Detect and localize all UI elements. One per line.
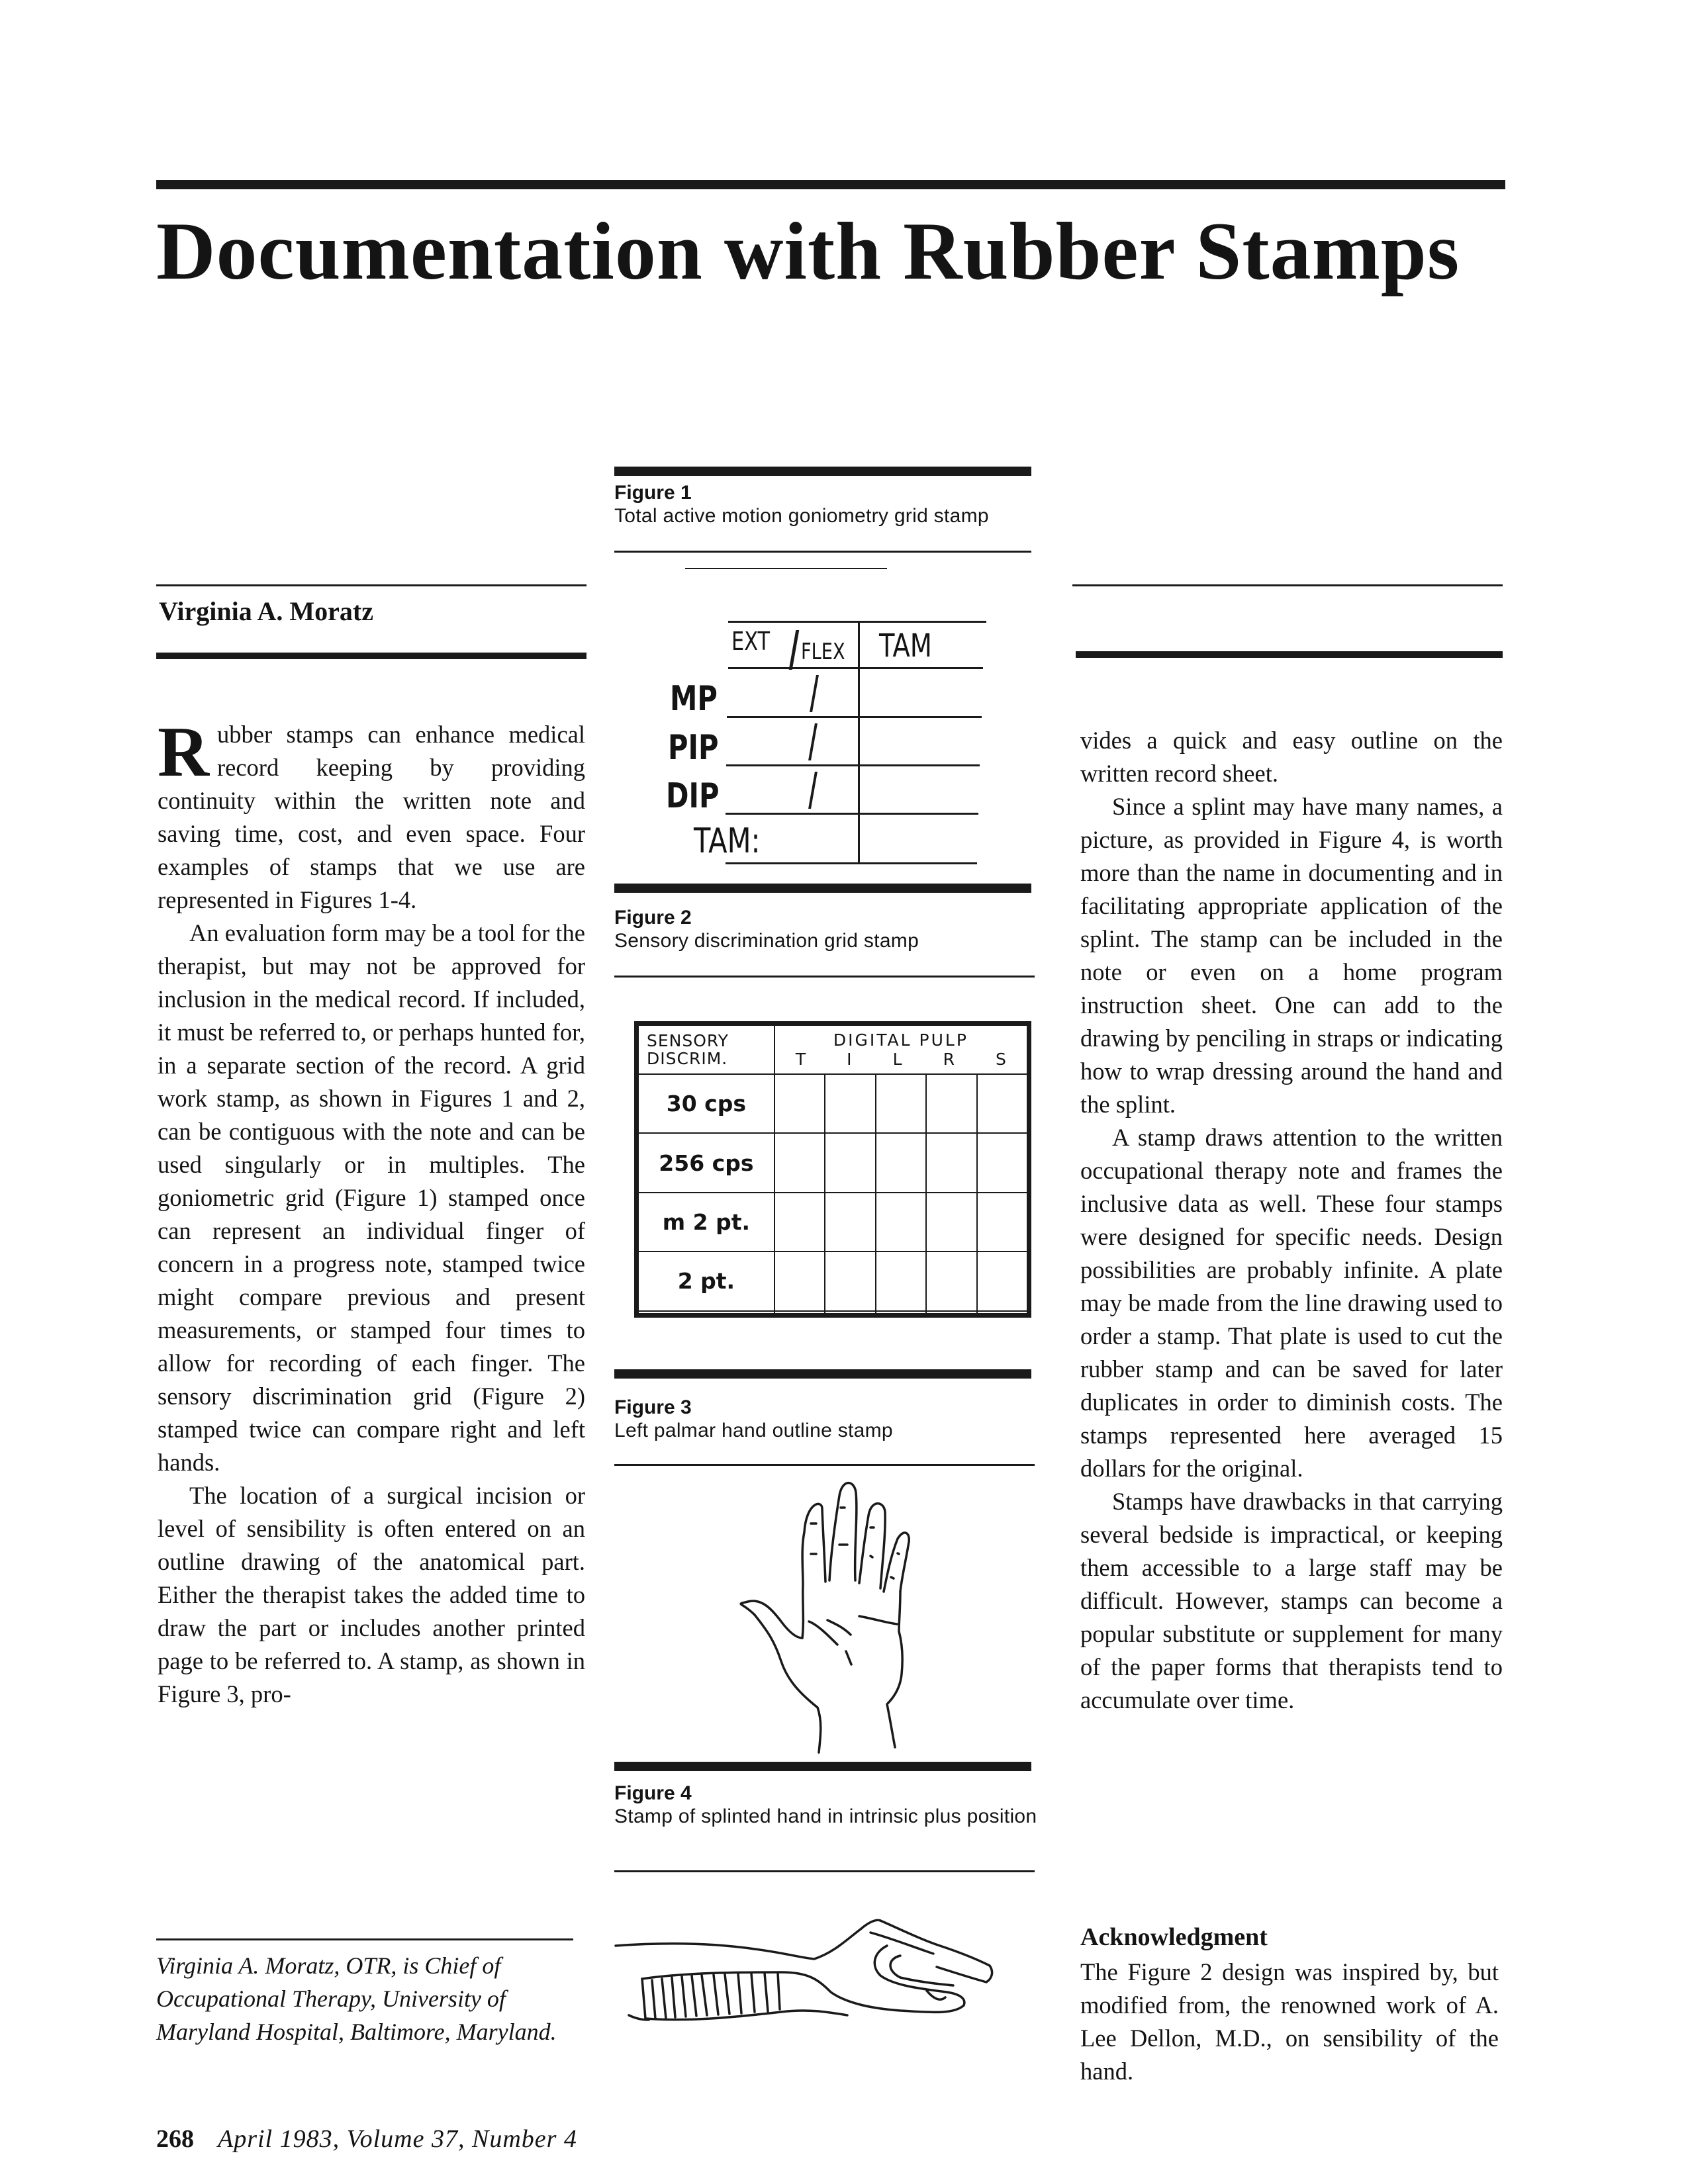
drop-cap: R — [158, 713, 209, 792]
paragraph-evaluation-form: An evaluation form may be a tool for the therapist, but may not be approved for inclusion in the medical record. If included, it must be referred to, or perhaps hunted for, in a separate section of the record. A grid work stamp, as shown in Figures 1 and 2, can be contiguous with the note and can be used singularly or in multiples. The goniometric grid (Figure 1) stamped once can represent an individual finger of concern in a progress note, stamped twice might compare previous and present measurements, or stamped four times to allow for recording of each finger. The sensory discrimination grid (Figure 2) stamped twice can compare right and left hands. — [158, 919, 586, 1476]
right-thick-rule — [1076, 651, 1503, 658]
issue-info: April 1983, Volume 37, Number 4 — [218, 2125, 577, 2153]
sensory-row: 30 cps — [638, 1074, 1027, 1133]
digit-i: I — [847, 1050, 852, 1069]
figure-2-label: Figure 2 — [614, 907, 692, 929]
paragraph-attention: A stamp draws attention to the written occupational therapy note and frames the inclusive data as well. These four stamps were designed for specific needs. Design possibilities are probably infinite. A plate may be made from the line drawing used to order a stamp. That plate is used to cut the rubber stamp and can be saved for later duplicates in order to diminish costs. The stamps represented here averaged 15 dollars for the original. — [1080, 1124, 1503, 1482]
mp-slash — [810, 675, 819, 712]
hand-outline-drawing — [695, 1469, 960, 1760]
digit-labels — [775, 1050, 1027, 1069]
page-title: Documentation with Rubber Stamps — [156, 206, 1460, 296]
sensory-row: m 2 pt. — [638, 1193, 1027, 1251]
figure-2-caption: Sensory discrimination grid stamp — [614, 930, 919, 952]
paragraph-drawbacks: Stamps have drawbacks in that carrying several bedside is impractical, or keeping them accessible to a large staff may be difficult. However, stamps can become a popular substitute or supplement for many of the paper forms that therapists tend to accumulate over time. — [1080, 1488, 1503, 1713]
figure-3-caption: Left palmar hand outline stamp — [614, 1420, 893, 1441]
acknowledgment-text: The Figure 2 design was inspired by, but modified from, the renowned work of A. Lee Dellon, M.D., on sensibility of the hand. — [1080, 1958, 1499, 2085]
acknowledgment-title: Acknowledgment — [1080, 1923, 1268, 1951]
digit-l: L — [892, 1050, 902, 1069]
figure-1-label: Figure 1 — [614, 482, 692, 504]
figure-3-top-rule — [614, 1369, 1031, 1379]
right-top-rule — [1072, 584, 1503, 586]
total-label: TAM: — [694, 821, 761, 861]
sensory-discrimination-grid-stamp — [634, 1021, 1031, 1318]
row-label-mp: MP — [670, 679, 718, 719]
figure-3-label: Figure 3 — [614, 1396, 692, 1418]
paragraph-outline-drawing: The location of a surgical incision or level of sensibility is often entered on an outline drawing of the anatomical part. Either the therapist takes the added time to draw the part or includes another printed page to be referred to. A stamp, as shown in Figure 3, pro- — [158, 1482, 585, 1707]
figure-4-caption: Stamp of splinted hand in intrinsic plus position — [614, 1805, 1037, 1827]
figure-2-top-rule — [614, 884, 1031, 893]
bio-top-rule — [156, 1938, 573, 1940]
sensory-row: 256 cps — [638, 1133, 1027, 1192]
dip-slash — [808, 772, 818, 809]
pip-slash — [808, 723, 818, 760]
author-name: Virginia A. Moratz — [159, 596, 374, 626]
author-bio: Virginia A. Moratz, OTR, is Chief of Occupational Therapy, University of Maryland Hospital, Baltimore, Maryland. — [156, 1952, 557, 2045]
author-top-rule — [156, 584, 586, 586]
sensory-header: SENSORY DISCRIM. — [638, 1025, 774, 1074]
figure-4-bottom-rule — [614, 1870, 1035, 1872]
page-footer — [156, 2124, 577, 2154]
header-slash — [789, 630, 800, 670]
digit-r: R — [943, 1050, 955, 1069]
digit-t: T — [795, 1050, 806, 1069]
right-column-body — [1080, 724, 1503, 1717]
left-column-body — [158, 713, 586, 1711]
figure-1-bottom-rule — [614, 551, 1031, 553]
figure-1-stamp-rule — [685, 568, 887, 569]
sensory-row — [638, 1311, 1027, 1314]
author-bottom-rule — [156, 653, 586, 659]
header-tam: TAM — [879, 627, 932, 664]
figure-1-top-rule — [614, 467, 1031, 476]
splinted-hand-drawing — [609, 1906, 1033, 2025]
figure-1-caption: Total active motion goniometry grid stamp — [614, 505, 989, 527]
paragraph-splint-names: Since a splint may have many names, a picture, as provided in Figure 4, is worth more than the name in documenting and in facilitating appropriate application of the splint. The stamp can be included in the note or even on a home program instruction sheet. One can add to the drawing by penciling in straps or indicating how to wrap dressing around the hand and the splint. — [1080, 793, 1503, 1118]
figure-2-bottom-rule — [614, 976, 1035, 978]
paragraph-intro: Rubber stamps can enhance medical record keeping by providing continuity within the written note and saving time, cost, and even space. Four examples of stamps that we use are represented in Figures 1-4. — [158, 713, 585, 913]
goniometry-grid-stamp — [666, 615, 986, 864]
header-ext: EXT — [731, 627, 771, 656]
title-top-rule — [156, 180, 1505, 189]
digit-s: S — [996, 1050, 1006, 1069]
row-label-pip: PIP — [668, 728, 719, 768]
digital-pulp-header: DIGITAL PULP T I L R S — [774, 1025, 1027, 1074]
page-number: 268 — [156, 2125, 194, 2153]
paragraph-continuation: vides a quick and easy outline on the written record sheet. — [1080, 727, 1503, 787]
header-flex: FLEX — [801, 639, 845, 665]
row-label-dip: DIP — [666, 776, 720, 816]
figure-3-bottom-rule — [614, 1464, 1035, 1466]
figure-4-top-rule — [614, 1762, 1031, 1771]
figure-4-label: Figure 4 — [614, 1782, 692, 1804]
sensory-row: 2 pt. — [638, 1251, 1027, 1310]
